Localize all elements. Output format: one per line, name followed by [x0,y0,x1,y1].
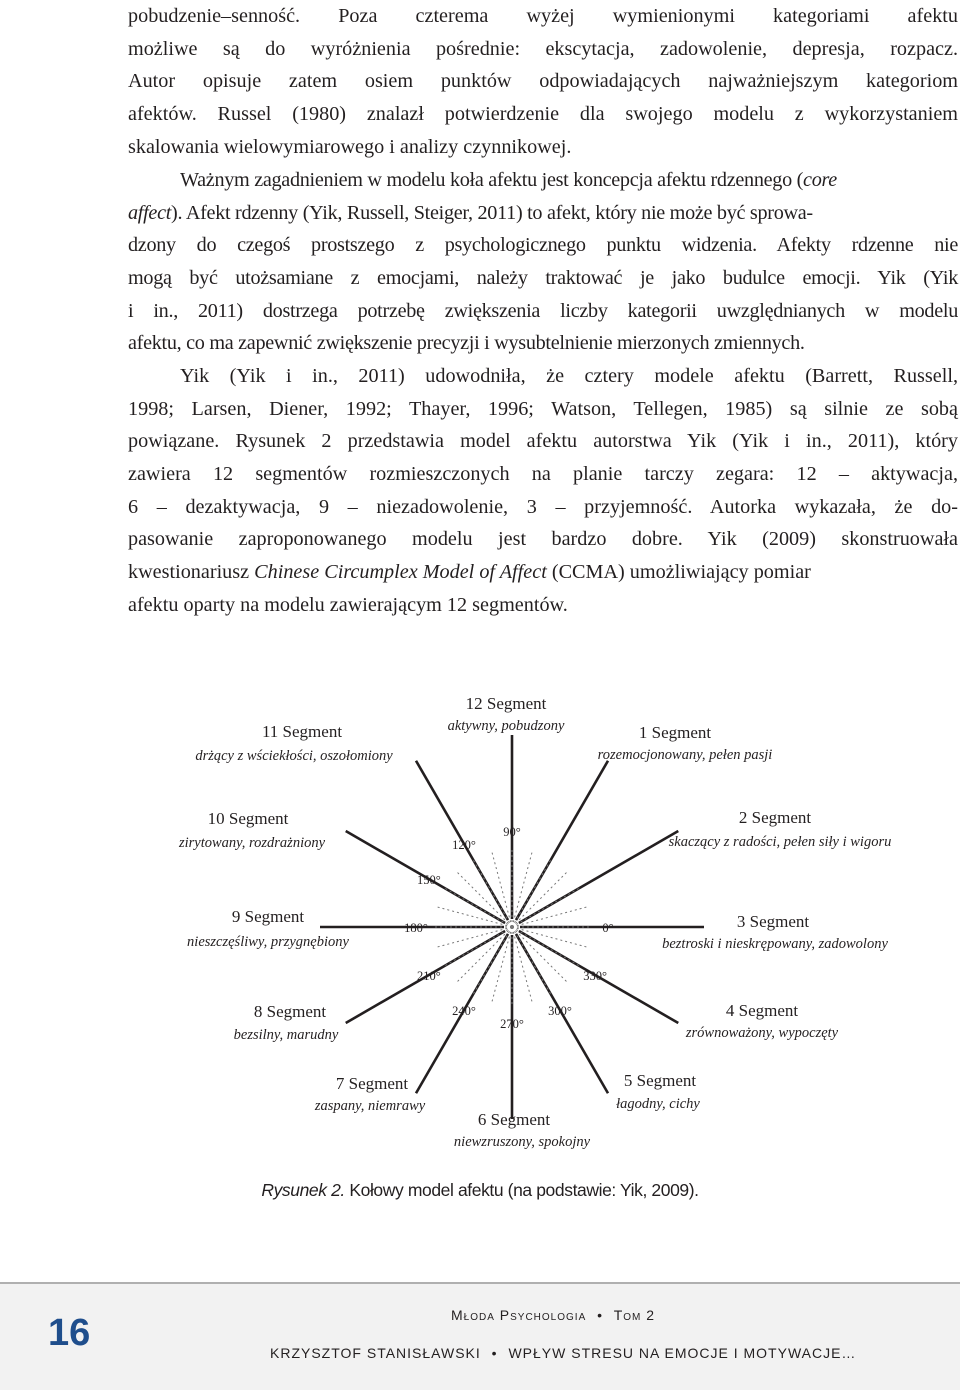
paragraph-1 [128,0,958,163]
text-line [128,164,958,197]
segment-1-desc: rozemocjonowany, pełen pasji [597,747,773,763]
degree-label: 330° [583,969,608,983]
text-line: skalowania wielowymiarowego i analizy czynnikowej. [128,135,572,158]
italic-term: Chinese Circumplex Model of Affect [254,561,547,584]
text-span: (CCMA) umożliwiający pomiar [546,561,811,584]
degree-label: 270° [500,1017,524,1031]
text-line: 1998; Larsen, Diener, 1992; Thayer, 1996; Watson, Tellegen, 1985) są silnie ze sobą [128,397,958,420]
text-line: zawiera 12 segmentów rozmieszczonych na planie tarczy zegara: 12 – aktywacja, [128,463,958,486]
running-header [270,1345,856,1361]
segment-11-title: 11 Segment [261,722,343,741]
text-line: dzony do czegoś prostszego z psychologicznego punktu widzenia. Afekty rdzenne nie [128,234,958,257]
journal-volume: Tom 2 [613,1307,656,1323]
article-title: WPŁYW STRESU NA EMOCJE I MOTYWACJE… [508,1345,857,1361]
paragraph-3 [128,360,958,622]
text-line: afektów. Russel (1980) znalazł potwierdzenie dla swojego modelu z wykorzystaniem [128,103,958,126]
segment-2-title: 2 Segment [738,808,812,827]
degree-label: 240° [452,1004,476,1019]
degree-label: 150° [416,873,441,887]
segment-9-desc: nieszczęśliwy, przygnębiony [187,934,349,950]
italic-term: affect [128,201,172,224]
degree-label: 180° [404,921,428,935]
text-line [128,197,958,230]
text-line: mogą być utożsamiane z emocjami, należy traktować je jako budulce emocji. Yik (Yik [128,267,958,290]
text-span: ). Afekt rdzenny (Yik, Russell, Steiger, 2011) to afekt, który nie może być sprowa- [171,201,813,224]
circumplex-figure [150,680,950,1160]
journal-name: Młoda Psychologia [451,1307,587,1323]
segment-8-title: 8 Segment [253,1002,327,1021]
segment-3-title: 3 Segment [736,912,810,931]
segment-8-desc: bezsilny, marudny [233,1027,339,1043]
degree-label: 300° [548,1004,572,1019]
segment-4-title: 4 Segment [725,1001,799,1020]
segment-5-title: 5 Segment [623,1071,697,1090]
segment-11-desc: drżący z wściekłości, oszołomiony [195,748,393,764]
text-line: Autor opisuje zatem osiem punktów odpowiadających najważniejszym kategoriom [128,70,958,93]
segment-5-desc: łagodny, cichy [616,1096,700,1112]
paragraph-2 [128,164,958,360]
text-line: powiązane. Rysunek 2 przedstawia model afektu autorstwa Yik (Yik i in., 2011), który [128,430,958,453]
text-span: kwestionariusz [128,561,255,584]
segment-6-desc: niewzruszony, spokojny [453,1134,591,1150]
segment-4-desc: zrównoważony, wypoczęty [685,1025,839,1041]
segment-7-title: 7 Segment [335,1074,409,1093]
text-line: możliwe są do wyróżnienia pośrednie: ekscytacja, zadowolenie, depresja, rozpacz. [128,37,958,60]
segment-9-title: 9 Segment [231,907,305,926]
text-line: 6 – dezaktywacja, 9 – niezadowolenie, 3 – przyjemność. Autorka wykazała, że do- [128,495,958,518]
spokes [320,735,704,1119]
degree-label: 90° [503,825,521,839]
segment-7-desc: zaspany, niemrawy [314,1098,426,1114]
separator-dot: • [597,1307,604,1323]
segment-12-desc: aktywny, pobudzony [447,718,565,734]
segment-1-title: 1 Segment [638,723,712,742]
journal-info [451,1307,655,1323]
page-number: 16 [48,1312,91,1354]
degree-label: 0° [602,921,614,935]
page-footer [0,1282,960,1388]
separator-dot: • [491,1345,498,1361]
text-line: afektu, co ma zapewnić zwiększenie precyzji i wysubtelnienie mierzonych zmiennych. [128,332,805,355]
caption-text: Kołowy model afektu (na podstawie: Yik, 2009). [344,1180,699,1200]
text-line: i in., 2011) dostrzega potrzebę zwiększenia liczby kategorii uwzględnianych w modelu [128,299,958,322]
segment-2-desc: skaczący z radości, pełen siły i wigoru [668,834,892,850]
italic-term: core [803,169,837,191]
caption-label: Rysunek 2. [261,1180,345,1200]
segment-10-title: 10 Segment [207,809,289,828]
footer-bar [0,1282,960,1390]
text-line: pasowanie zaproponowanego modelu jest bardzo dobre. Yik (2009) skonstruowała [128,528,958,551]
figure-caption [0,1180,960,1201]
segment-12-title: 12 Segment [465,694,547,713]
degree-label: 210° [416,969,441,983]
degree-label: 120° [452,837,476,852]
text-span: Ważnym zagadnieniem w modelu koła afektu jest koncepcja afektu rdzennego ( [180,169,804,191]
text-line: Yik (Yik i in., 2011) udowodniła, że cztery modele afektu (Barrett, Russell, [180,365,958,387]
segment-3-desc: beztroski i nieskrępowany, zadowolony [662,936,888,952]
text-line: pobudzenie–senność. Poza czterema wyżej wymienionymi kategoriami afektu [128,5,958,27]
segment-6-title: 6 Segment [477,1110,551,1129]
author-name: KRZYSZTOF STANISŁAWSKI [270,1345,481,1361]
segment-10-desc: zirytowany, rozdrażniony [178,835,326,851]
text-line [128,556,958,589]
text-line: afektu oparty na modelu zawierającym 12 segmentów. [128,593,568,616]
